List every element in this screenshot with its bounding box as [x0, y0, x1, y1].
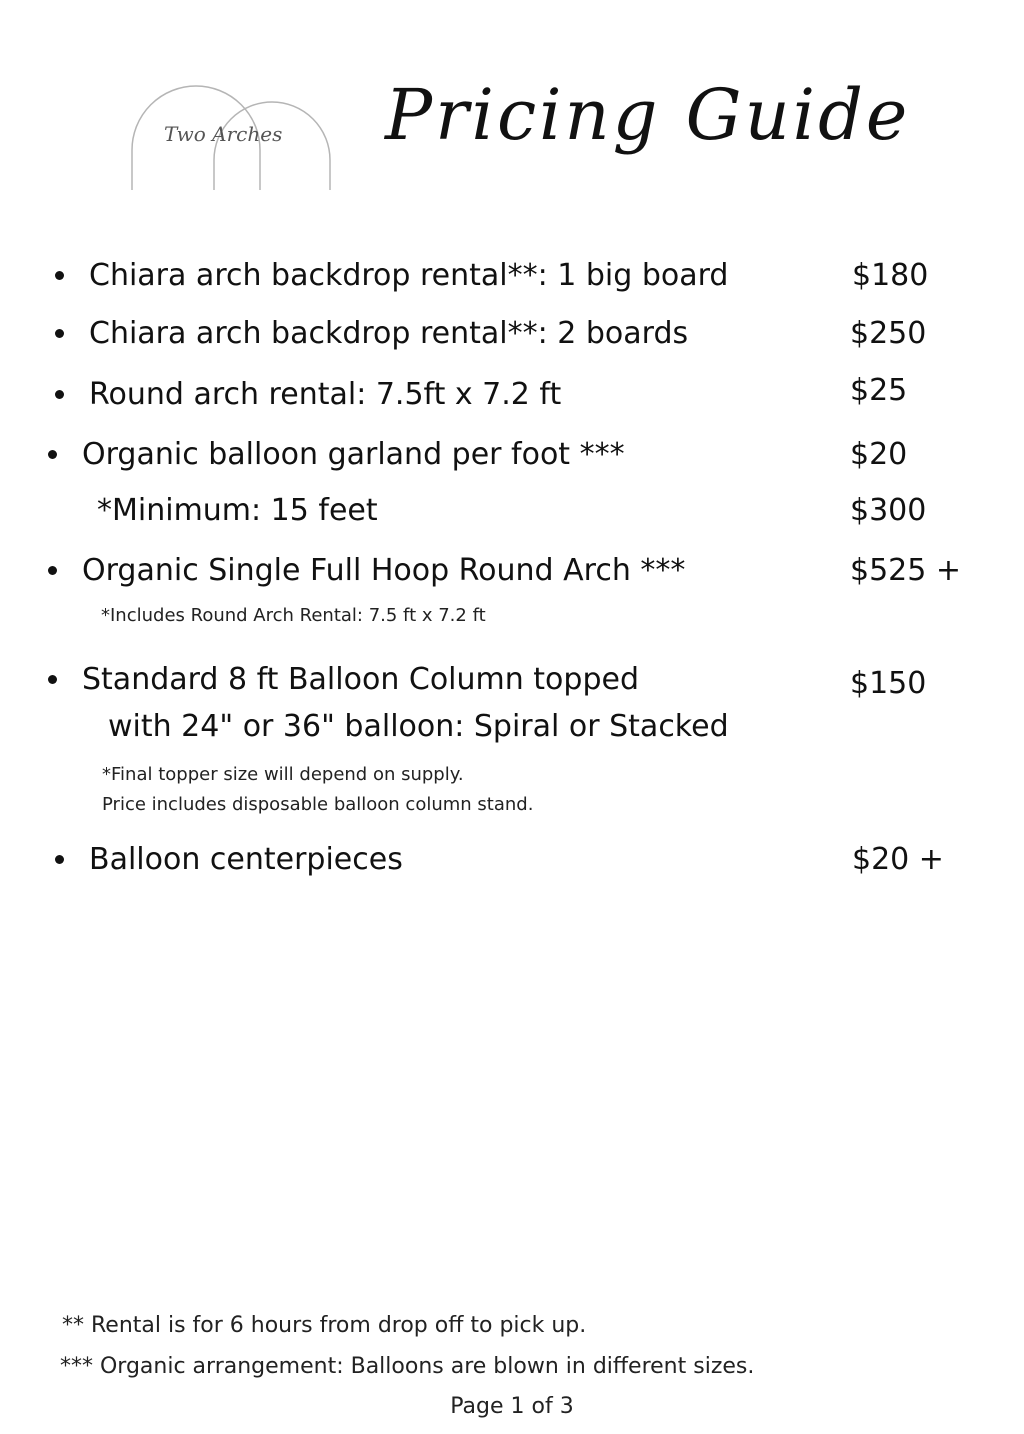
- price-item-6: [0, 552, 1024, 592]
- item-price: $525 +: [850, 553, 962, 588]
- footnote-rental: ** Rental is for 6 hours from drop off to pick up.: [62, 1313, 587, 1338]
- item-price: $180: [852, 258, 929, 293]
- item-label: Balloon centerpieces: [89, 842, 403, 877]
- item-note-line2: Price includes disposable balloon column stand.: [102, 794, 534, 815]
- item-note: *Includes Round Arch Rental: 7.5 ft x 7.2 ft: [101, 605, 486, 626]
- bullet-icon: [55, 329, 64, 338]
- bullet-icon: [48, 450, 57, 459]
- item-label-line1: Standard 8 ft Balloon Column topped: [82, 662, 639, 697]
- two-arches-logo-icon: [126, 40, 346, 200]
- item-label: Organic balloon garland per foot ***: [82, 437, 625, 472]
- item-label: Chiara arch backdrop rental**: 1 big board: [89, 258, 729, 293]
- item-price: $20: [850, 437, 908, 472]
- price-item-4: [0, 436, 1024, 476]
- bullet-icon: [55, 271, 64, 280]
- price-item-8: [0, 841, 1024, 881]
- price-item-7: [0, 661, 1024, 701]
- page-title: Pricing Guide: [385, 74, 911, 156]
- item-label-line2: with 24" or 36" balloon: Spiral or Stacked: [108, 709, 729, 744]
- footnote-organic: *** Organic arrangement: Balloons are blown in different sizes.: [60, 1354, 755, 1379]
- price-item-1: [0, 257, 1024, 297]
- bullet-icon: [48, 566, 57, 575]
- item-price: $25: [850, 373, 908, 408]
- item-label: *Minimum: 15 feet: [97, 493, 378, 528]
- price-item-2: [0, 315, 1024, 355]
- logo-text: Two Arches: [164, 122, 283, 146]
- item-price: $150: [850, 666, 927, 701]
- bullet-icon: [55, 390, 64, 399]
- item-price: $250: [850, 316, 927, 351]
- item-note-line1: *Final topper size will depend on supply.: [102, 764, 464, 785]
- item-label: Chiara arch backdrop rental**: 2 boards: [89, 316, 689, 351]
- price-item-5: [0, 492, 1024, 532]
- price-item-3: [0, 373, 1024, 416]
- item-label: Organic Single Full Hoop Round Arch ***: [82, 553, 686, 588]
- page-number: Page 1 of 3: [450, 1394, 574, 1419]
- bullet-icon: [48, 675, 57, 684]
- item-label: Round arch rental: 7.5ft x 7.2 ft: [89, 377, 562, 412]
- item-price: $300: [850, 493, 927, 528]
- item-price: $20 +: [852, 842, 944, 877]
- bullet-icon: [55, 855, 64, 864]
